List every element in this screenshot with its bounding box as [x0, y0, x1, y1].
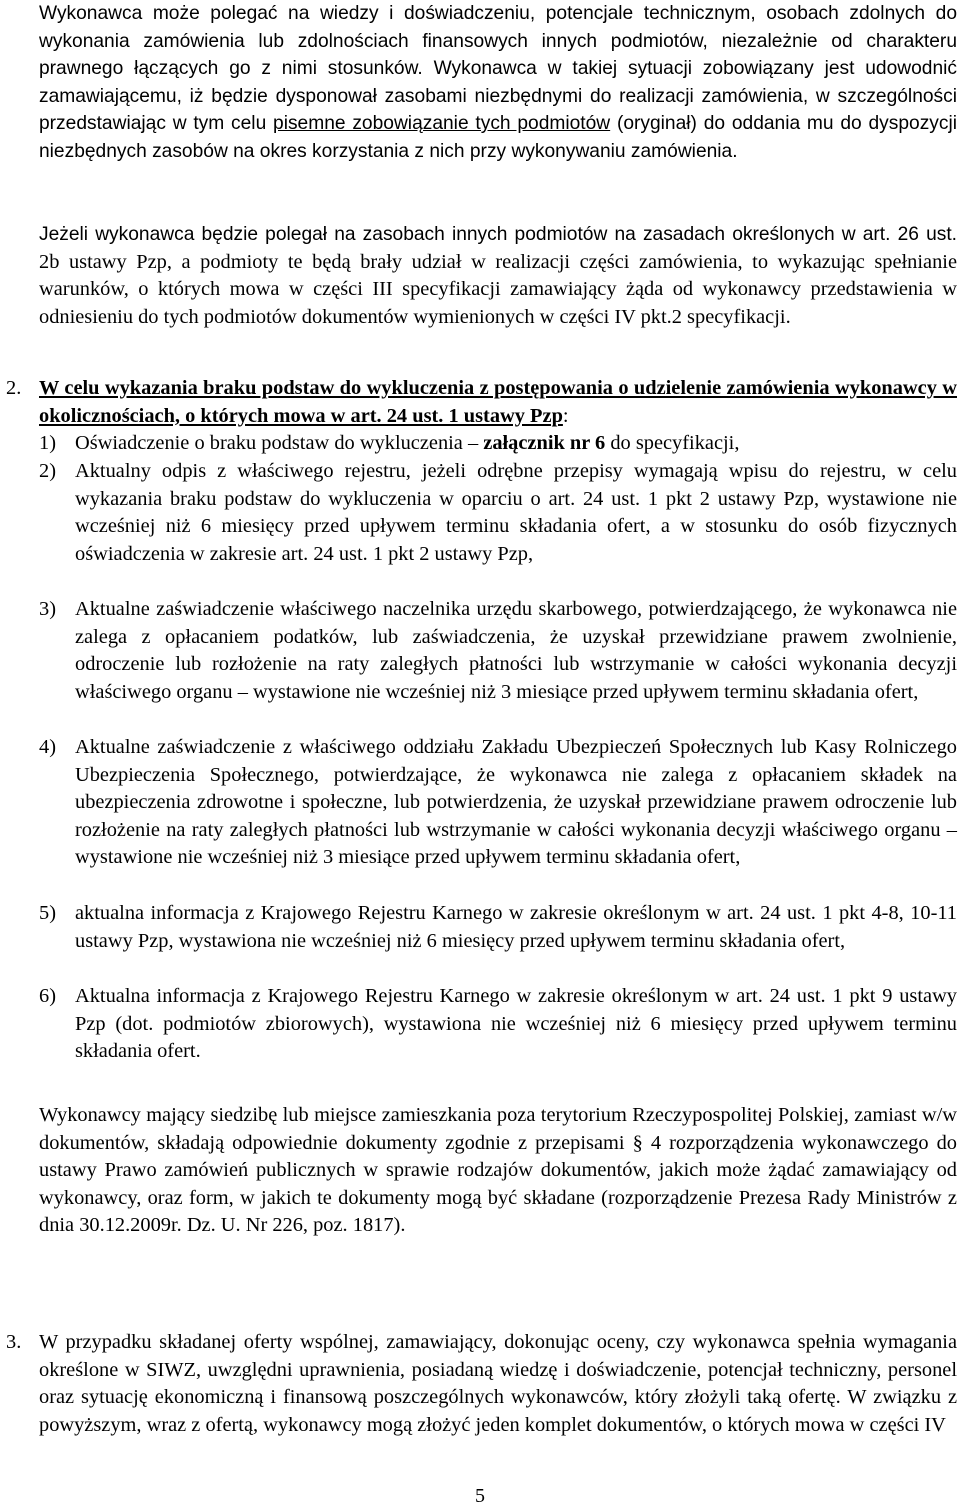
paragraph-other-entities-text-b: 2b ustawy Pzp, a podmioty te będą brały udział w realizacji części zamówienia, to wykazując spełnianie warunków, o których mowa w części III specyfikacji zamawiający żąda od wykonawcy przedstawienia w odniesieniu do tych podmiotów dokumentów wymienionych w części IV pkt.2 specyfikacji. — [39, 250, 957, 328]
section-3-number: 3. — [6, 1331, 22, 1353]
section-2-number: 2. — [6, 377, 22, 399]
paragraph-resources-text-a: Wykonawca może polegać na wiedzy i doświadczeniu, potencjale technicznym, osobach zdolnych do wykonania zamówienia lub zdolnościach finansowych innych podmiotów, niezależnie od charakteru prawnego łączących go z nimi stosunków. Wykonawca w takiej sytuacji zobowiązany jest udowodnić zamawiającemu, iż będzie dysponował zasobami niezbędnymi do realizacji zamówienia, w szczególności przedstawiając w tym celu — [39, 3, 957, 134]
paragraph-other-entities — [39, 221, 957, 331]
section-3-text: W przypadku składanej oferty wspólnej, zamawiający, dokonując oceny, czy wykonawca spełnia wymagania określone w SIWZ, uwzględni uprawnienia, posiadaną wiedzę i doświadczenie, potencjał techniczny, personel oraz sytuację ekonomiczną i finansową poszczególnych wykonawców, który złożyli taką ofertę. W związku z powyższym, wraz z ofertą, wykonawcy mogą złożyć jeden komplet dokumentów, o których mowa w części IV — [39, 1331, 957, 1436]
list-item-text — [75, 430, 957, 458]
paragraph-resources-text-b: (oryginał) do oddania mu do dyspozycji niezbędnych zasobów na okres korzystania z nich przy wykonywaniu zamówienia. — [39, 113, 958, 162]
list-item-number: 4) — [39, 736, 56, 758]
section-2-heading-text: W celu wykazania braku podstaw do wykluczenia z postępowania o udzielenie zamówienia wykonawcy w okolicznościach, o których mowa w art. 24 ust. 1 ustawy Pzp — [39, 377, 957, 427]
list-item-number: 6) — [39, 985, 56, 1007]
section-2-heading — [39, 375, 957, 430]
list-item-text-pre: Oświadczenie o braku podstaw do wykluczenia – — [75, 432, 484, 454]
list-item-number: 3) — [39, 598, 56, 620]
paragraph-other-entities-text-a: Jeżeli wykonawca będzie polegał na zasobach innych podmiotów na zasadach określonych w art. 26 ust. — [39, 224, 957, 245]
list-item-text: aktualna informacja z Krajowego Rejestru Karnego w zakresie określonym w art. 24 ust. 1 pkt 4-8, 10-11 ustawy Pzp, wystawiona nie wcześniej niż 6 miesięcy przed upływem terminu składania ofert, — [75, 902, 957, 952]
paragraph-resources — [39, 0, 957, 165]
list-item-text: Aktualne zaświadczenie z właściwego oddziału Zakładu Ubezpieczeń Społecznych lub Kasy Rolniczego Ubezpieczenia Społecznego, potwierdzające, że wykonawca nie zalega z opłacaniem składek na ubezpieczenia zdrowotne i społeczne, lub potwierdzenia, że uzyskał przewidziane prawem odroczenie lub rozłożenie na raty zaległych płatności lub wstrzymanie w całości wykonania decyzji właściwego organu – wystawione nie wcześniej niż 3 miesiące przed upływem terminu składania ofert, — [75, 736, 957, 869]
list-item-text: Aktualne zaświadczenie właściwego naczelnika urzędu skarbowego, potwierdzającego, że wykonawca nie zalega z opłacaniem podatków, lub zaświadczenia, że uzyskał przewidziane prawem zwolnienie, odroczenie lub rozłożenie na raty zaległych płatności lub wstrzymanie w całości wykonania decyzji właściwego organu – wystawione nie wcześniej niż 3 miesiące przed upływem terminu składania ofert, — [75, 598, 957, 703]
attachment-reference: załącznik nr 6 — [483, 432, 606, 454]
list-item-number: 2) — [39, 460, 56, 482]
list-item-number: 1) — [39, 432, 56, 454]
section-2-heading-colon: : — [562, 404, 569, 427]
list-item-text: Aktualna informacja z Krajowego Rejestru Karnego w zakresie określonym w art. 24 ust. 1 pkt 9 ustawy Pzp (dot. podmiotów zbiorowych), wystawiona nie wcześniej niż 6 miesięcy przed upływem terminu składania ofert. — [75, 985, 957, 1063]
list-item-text: Aktualny odpis z właściwego rejestru, jeżeli odrębne przepisy wymagają wpisu do rejestru, w celu wykazania braku podstaw do wykluczenia w oparciu o art. 24 ust. 1 pkt 2 ustawy Pzp, wystawione nie wcześniej niż 6 miesięcy przed upływem terminu składania ofert, a w stosunku do osób fizycznych oświadczenia w zakresie art. 24 ust. 1 pkt 2 ustawy Pzp, — [75, 460, 957, 565]
paragraph-foreign-contractors: Wykonawcy mający siedzibę lub miejsce zamieszkania poza terytorium Rzeczypospolitej Polskiej, zamiast w/w dokumentów, składają odpowiednie dokumenty zgodnie z przepisami § 4 rozporządzenia wykonawczego do ustawy Prawo zamówień publicznych w sprawie rodzajów dokumentów, jakich może żądać zamawiający od wykonawcy, oraz form, w jakich te dokumenty mogą być składane (rozporządzenie Prezesa Rady Ministrów z dnia 30.12.2009r. Dz. U. Nr 226, poz. 1817). — [39, 1104, 957, 1237]
list-item-text-post: do specyfikacji, — [605, 432, 740, 454]
page-number: 5 — [475, 1485, 485, 1507]
list-item-number: 5) — [39, 902, 56, 924]
written-commitment-text: pisemne zobowiązanie tych podmiotów — [273, 113, 611, 134]
